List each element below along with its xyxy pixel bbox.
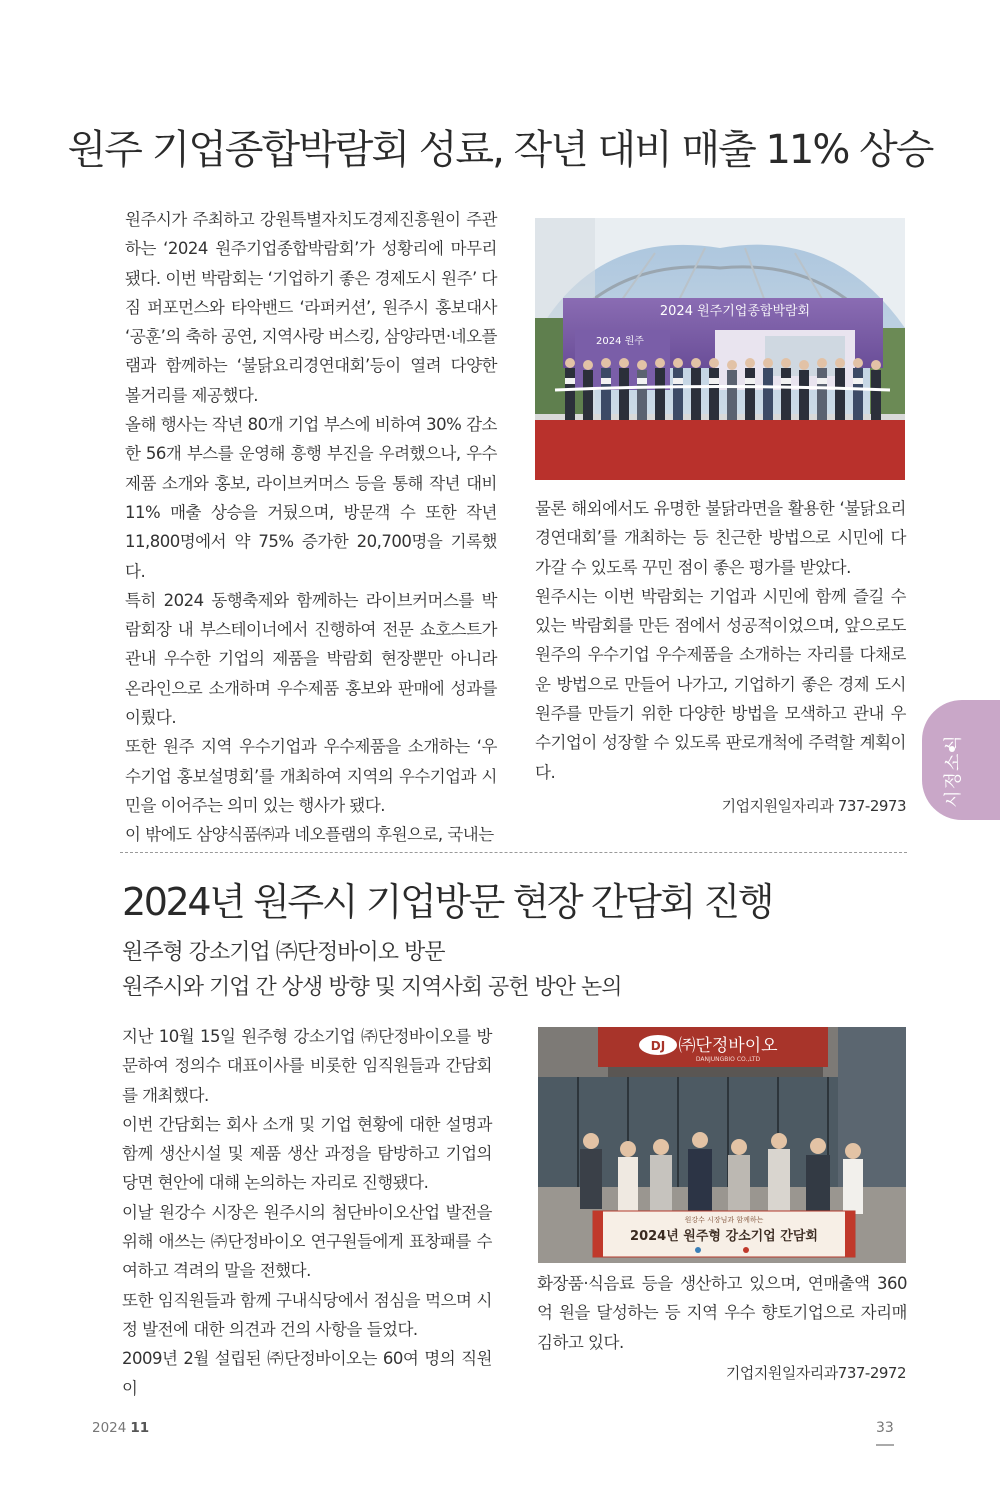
paragraph: 특히 2024 동행축제와 함께하는 라이브커머스를 박람회장 내 부스테이너에서 진행하여 전문 쇼호스트가 관내 우수한 기업의 제품을 박람회 현장뿐만 아니라 온라인으로 소개하며 우수제품 홍보와 판매에 성과를 이뤘다. [125,590,497,728]
article2-left-column [122,1022,492,1403]
article1-right-column [535,494,906,787]
article1-contact: 기업지원일자리과 737-2973 [721,797,906,815]
paragraph: 이 밖에도 삼양식품㈜과 네오플램의 후원으로, 국내는 [125,825,494,845]
paragraph: 또한 원주 지역 우수기업과 우수제품을 소개하는 ‘우수기업 홍보설명회’를 개최하여 지역의 우수기업과 시민을 이어주는 의미 있는 행사가 됐다. [125,737,497,815]
article2-right-column [537,1269,907,1357]
banner-small-text: 원강수 시장님과 함께하는 [684,1216,764,1224]
company-visit-group-photo [538,1027,906,1263]
footer-year: 2024 [92,1420,127,1436]
article2-contact: 기업지원일자리과737-2972 [725,1364,906,1382]
article2-title: 2024년 원주시 기업방문 현장 간담회 진행 [122,880,773,924]
expo-photo-graphic [535,218,905,480]
expo-side-text: 2024 원주 [596,336,644,347]
company-sign-subtext: DANJUNGBIO CO.,LTD [695,1056,761,1063]
company-sign-text: ㈜단정바이오 [678,1036,778,1056]
page-number-underline [876,1444,894,1446]
section-divider [120,852,907,853]
company-logo: DJ [650,1039,666,1053]
paragraph: 원주시가 주최하고 강원특별자치도경제진흥원이 주관하는 ‘2024 원주기업종합박람회’가 성황리에 마무리됐다. 이번 박람회는 ‘기업하기 좋은 경제도시 원주’ 다짐 퍼포먼스와 타악밴드 ‘라퍼커션’, 원주시 홍보대사 ‘공훈’의 축하 공연, 지역사랑 버스킹, 삼양라면·네오플램과 함께하는 ‘불닭요리경연대회’등이 열려 다양한 볼거리를 제공했다. [125,210,497,405]
company-photo-graphic [538,1027,906,1263]
paragraph: 원주시는 이번 박람회는 기업과 시민에 함께 즐길 수 있는 박람회를 만든 점에서 성공적이었으며, 앞으로도 원주의 우수기업 우수제품을 소개하는 자리를 다채로운 방법으로 만들어 나가고, 기업하기 좋은 경제 도시 원주를 만들기 위한 다양한 방법을 모색하고 관내 우수기업이 성장할 수 있도록 판로개척에 주력할 계획이다. [535,586,906,782]
expo-ribbon-cutting-photo [535,218,905,480]
paragraph: 이번 간담회는 회사 소개 및 기업 현황에 대한 설명과 함께 생산시설 및 제품 생산 과정을 탐방하고 기업의 당면 현안에 대해 논의하는 자리로 진행됐다. [122,1114,492,1193]
article2-subtitle: 원주시와 기업 간 상생 방향 및 지역사회 공헌 방안 논의 [122,975,622,1000]
footer-issue [92,1420,149,1436]
expo-banner-text: 2024 원주기업종합박람회 [659,304,811,319]
section-label: 시정소식 [943,734,964,808]
paragraph: 화장품·식음료 등을 생산하고 있으며, 연매출액 360억 원을 달성하는 등 지역 우수 향토기업으로 자리매김하고 있다. [537,1274,907,1352]
article2-subtitle: 원주형 강소기업 ㈜단정바이오 방문 [122,940,445,965]
banner-text: 2024년 원주형 강소기업 간담회 [630,1229,818,1244]
page-number: 33 [876,1420,894,1436]
article1-title: 원주 기업종합박람회 성료, 작년 대비 매출 11% 상승 [67,127,933,173]
section-side-label [932,725,972,808]
footer-month: 11 [130,1420,150,1436]
paragraph: 지난 10월 15일 원주형 강소기업 ㈜단정바이오를 방문하여 정의수 대표이사를 비롯한 임직원들과 간담회를 개최했다. [122,1027,492,1105]
article1-left-column [125,205,497,850]
paragraph: 물론 해외에서도 유명한 불닭라면을 활용한 ‘불닭요리경연대회’를 개최하는 등 친근한 방법으로 시민에 다가갈 수 있도록 꾸민 점이 좋은 평가를 받았다. [535,499,906,577]
paragraph: 또한 임직원들과 함께 구내식당에서 점심을 먹으며 시정 발전에 대한 의견과 건의 사항을 들었다. [122,1290,492,1339]
paragraph: 2009년 2월 설립된 ㈜단정바이오는 60여 명의 직원이 [122,1349,492,1398]
paragraph: 올해 행사는 작년 80개 기업 부스에 비하여 30% 감소한 56개 부스를 운영해 흥행 부진을 우려했으나, 우수제품 소개와 홍보, 라이브커머스 등을 통해 작년 대비 11% 매출 상승을 거뒀으며, 방문객 수 또한 작년 11,800명에서 약 75% 증가한 20,700명을 기록했다. [125,415,497,581]
paragraph: 이날 원강수 시장은 원주시의 첨단바이오산업 발전을 위해 애쓰는 ㈜단정바이오 연구원들에게 표창패를 수여하고 격려의 말을 전했다. [122,1202,492,1281]
